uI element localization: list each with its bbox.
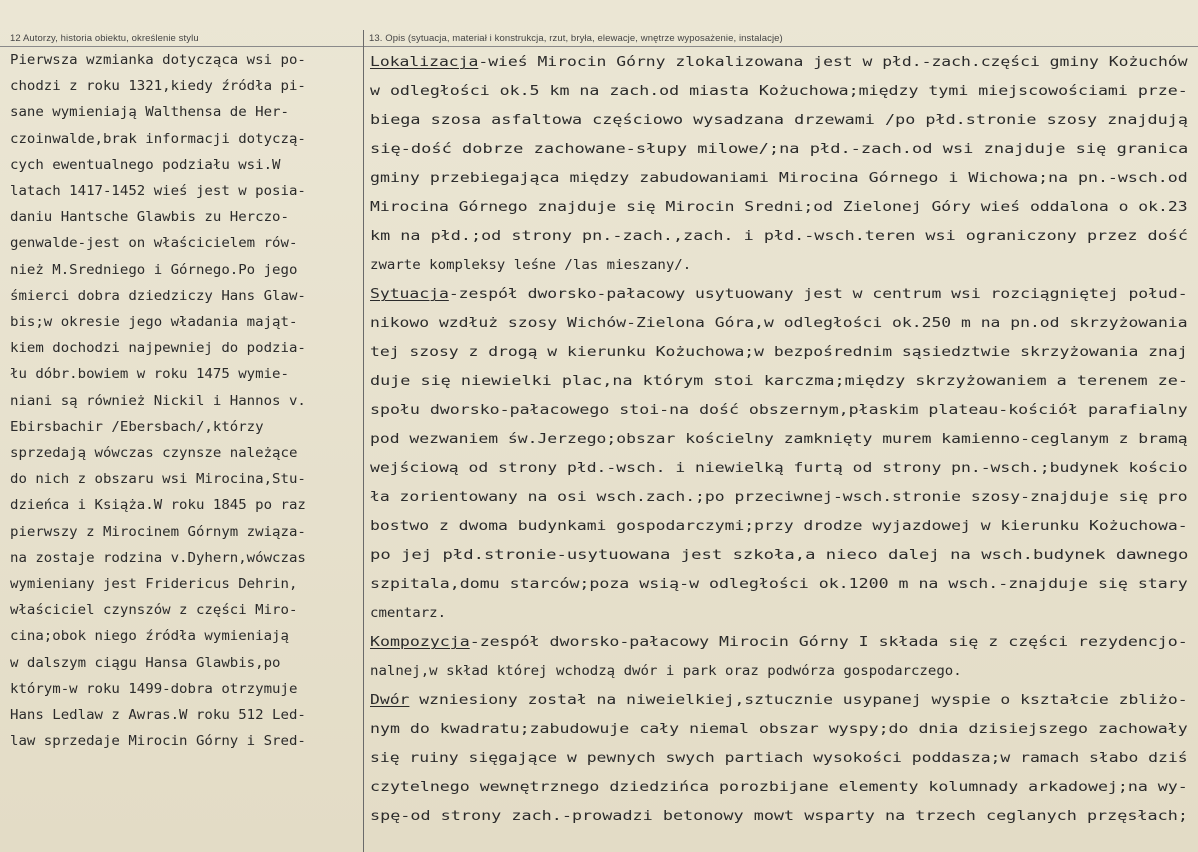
history-text-line: w dalszym ciągu Hansa Glawbis,po bbox=[10, 655, 281, 671]
description-text-line bbox=[370, 751, 1188, 766]
description-text-line bbox=[370, 200, 1188, 215]
line-text: pod wezwaniem św.Jerzego;obszar kościelny zamknięty murem kamienno-ceglanym z bramą bbox=[370, 432, 1188, 447]
line-text: biega szosa asfaltowa częściowo wysadzana drzewami /po płd.stronie szosy znajdują bbox=[370, 113, 1188, 128]
description-text-line bbox=[370, 577, 1188, 592]
description-text-line bbox=[370, 403, 1188, 418]
description-text-line bbox=[370, 461, 1188, 476]
description-text-line bbox=[370, 722, 1188, 737]
description-text-line bbox=[370, 171, 1188, 186]
line-text: Mirocina Górnego znajduje się Mirocin Sredni;od Zielonej Góry wieś oddalona o ok.23 bbox=[370, 200, 1188, 215]
history-text-line: law sprzedaje Mirocin Górny i Sred- bbox=[10, 734, 306, 750]
history-text-line: sane wymieniają Walthensa de Her- bbox=[10, 105, 289, 121]
column-divider bbox=[363, 30, 364, 852]
history-text-line: czoinwalde,brak informacji dotyczą- bbox=[10, 131, 306, 147]
history-text-line: niani są również Nickil i Hannos v. bbox=[10, 393, 306, 409]
line-text: zwarte kompleksy leśne /las mieszany/. bbox=[370, 258, 692, 273]
line-text: się ruiny sięgające w pewnych swych partiach wysokości poddasza;w ramach słabo dziś bbox=[370, 751, 1188, 766]
line-text: duje się niewielki plac,na którym stoi karczma;między skrzyżowaniem a terenem ze- bbox=[370, 374, 1188, 389]
line-text: nym do kwadratu;zabudowuje cały niemal obszar wyspy;do dnia dzisiejszego zachowały bbox=[370, 722, 1188, 737]
description-text-line bbox=[370, 113, 1188, 128]
description-text-line bbox=[370, 664, 962, 679]
section-heading: Dwór bbox=[370, 693, 410, 708]
line-text: w odległości ok.5 km na zach.od miasta Kożuchowa;między tymi miejscowościami prze- bbox=[370, 84, 1188, 99]
description-text-line bbox=[370, 809, 1188, 824]
header-rule bbox=[0, 46, 1198, 47]
history-text-line: bis;w okresie jego władania mająt- bbox=[10, 315, 298, 330]
left-column-header: 12 Autorzy, historia obiektu, określenie stylu bbox=[10, 33, 199, 44]
history-text-line: latach 1417-1452 wieś jest w posia- bbox=[10, 184, 306, 199]
line-text: tej szosy z drogą w kierunku Kożuchowa;w bezpośrednim sąsiedztwie skrzyżowania znaj bbox=[370, 345, 1188, 360]
description-text-line bbox=[370, 548, 1188, 563]
history-text-line: daniu Hantsche Glawbis zu Herczo- bbox=[10, 210, 289, 226]
history-text-line: dzieńca i Książa.W roku 1845 po raz bbox=[10, 498, 306, 514]
line-text: spę-od strony zach.-prowadzi betonowy mowt wsparty na trzech ceglanych przęsłach; bbox=[370, 809, 1188, 824]
history-text-line: kiem dochodzi najpewniej do podzia- bbox=[10, 341, 306, 357]
history-text-line: którym-w roku 1499-dobra otrzymuje bbox=[10, 681, 298, 697]
description-text-line bbox=[370, 55, 1188, 70]
line-text: bostwo z dwoma budynkami gospodarczymi;przy drodze wyjazdowej w kierunku Kożuchowa- bbox=[370, 519, 1188, 534]
line-text: szpitala,domu starców;poza wsią-w odległości ok.1200 m na wsch.-znajduje się stary bbox=[370, 577, 1188, 592]
line-text: nikowo wzdłuż szosy Wichów-Zielona Góra,w odległości ok.250 m na pn.od skrzyżowania bbox=[370, 316, 1188, 331]
history-text-line: genwalde-jest on właścicielem rów- bbox=[10, 236, 298, 252]
line-text: ła zorientowany na osi wsch.zach.;po przeciwnej-wsch.stronie szosy-znajduje się pro bbox=[370, 490, 1188, 505]
description-text-line bbox=[370, 374, 1188, 389]
line-text: -zespół dworsko-pałacowy usytuowany jest w centrum wsi rozciągniętej połud- bbox=[448, 287, 1188, 302]
description-text-line bbox=[370, 490, 1188, 505]
line-text: gminy przebiegająca między zabudowaniami Mirocina Górnego i Wichowa;na pn.-wsch.od bbox=[370, 171, 1188, 186]
history-text-line: wymieniany jest Fridericus Dehrin, bbox=[10, 577, 298, 592]
line-text: nalnej,w skład której wchodzą dwór i park oraz podwórza gospodarczego. bbox=[370, 664, 962, 679]
section-heading: Sytuacja bbox=[370, 287, 449, 302]
history-text-line: cina;obok niego źródła wymieniają bbox=[10, 629, 289, 645]
section-heading: Lokalizacja bbox=[370, 55, 479, 70]
history-text-line: właściciel czynszów z części Miro- bbox=[10, 603, 298, 619]
history-text-line: cych ewentualnego podziału wsi.W bbox=[10, 157, 281, 173]
description-text-line bbox=[370, 142, 1188, 157]
description-text-line bbox=[370, 316, 1188, 331]
history-text-line: chodzi z roku 1321,kiedy źródła pi- bbox=[10, 79, 306, 95]
line-text: cmentarz. bbox=[370, 606, 447, 621]
history-text-line: łu dóbr.bowiem w roku 1475 wymie- bbox=[10, 367, 289, 383]
description-text-line bbox=[370, 635, 1188, 650]
line-text: społu dworsko-pałacowego stoi-na dość obszernym,płaskim plateau-kościół parafialny bbox=[370, 403, 1188, 418]
history-text-line: śmierci dobra dziedziczy Hans Glaw- bbox=[10, 288, 306, 304]
line-text: wzniesiony został na niweielkiej,sztucznie usypanej wyspie o kształcie zbliżo- bbox=[409, 693, 1188, 708]
description-text-line bbox=[370, 432, 1188, 447]
description-text-line bbox=[370, 345, 1188, 360]
history-text-line: Hans Ledlaw z Awras.W roku 512 Led- bbox=[10, 708, 306, 723]
history-text-line: do nich z obszaru wsi Mirocina,Stu- bbox=[10, 472, 306, 488]
line-text: się-dość dobrze zachowane-słupy milowe/;na płd.-zach.od wsi znajduje się granica bbox=[370, 142, 1189, 157]
history-text-line: Ebirsbachir /Ebersbach/,którzy bbox=[10, 419, 264, 435]
description-text-line bbox=[370, 229, 1188, 244]
description-text-line bbox=[370, 519, 1188, 534]
description-text-line bbox=[370, 780, 1188, 795]
description-text-line bbox=[370, 287, 1188, 302]
history-text-line: Pierwsza wzmianka dotycząca wsi po- bbox=[10, 53, 306, 68]
history-text-line: na zostaje rodzina v.Dyhern,wówczas bbox=[10, 550, 306, 566]
description-text-line bbox=[370, 258, 691, 273]
line-text: -wieś Mirocin Górny zlokalizowana jest w płd.-zach.części gminy Kożuchów bbox=[478, 55, 1188, 70]
description-text-line bbox=[370, 606, 446, 621]
section-heading: Kompozycja bbox=[370, 635, 470, 650]
line-text: km na płd.;od strony pn.-zach.,zach. i płd.-wsch.teren wsi ograniczony przez dość bbox=[370, 229, 1188, 244]
description-text-line bbox=[370, 693, 1188, 708]
history-text-line: pierwszy z Mirocinem Górnym związa- bbox=[10, 524, 306, 540]
line-text: -zespół dworsko-pałacowy Mirocin Górny I składa się z części rezydencjo- bbox=[469, 635, 1188, 650]
history-text-line: sprzedają wówczas czynsze należące bbox=[10, 446, 298, 461]
line-text: wejściową od strony płd.-wsch. i niewielką furtą od strony pn.-wsch.;budynek kościo bbox=[370, 461, 1188, 476]
line-text: po jej płd.stronie-usytuowana jest szkoła,a nieco dalej na wsch.budynek dawnego bbox=[370, 548, 1189, 563]
description-text-line bbox=[370, 84, 1188, 99]
history-text-line: nież M.Sredniego i Górnego.Po jego bbox=[10, 262, 298, 278]
right-column-header: 13. Opis (sytuacja, materiał i konstrukcja, rzut, bryła, elewacje, wnętrze wyposażenie, instalacje) bbox=[369, 33, 783, 44]
line-text: czytelnego wewnętrznego dziedzińca porozbijane elementy kolumnady arkadowej;na wy- bbox=[370, 780, 1188, 795]
